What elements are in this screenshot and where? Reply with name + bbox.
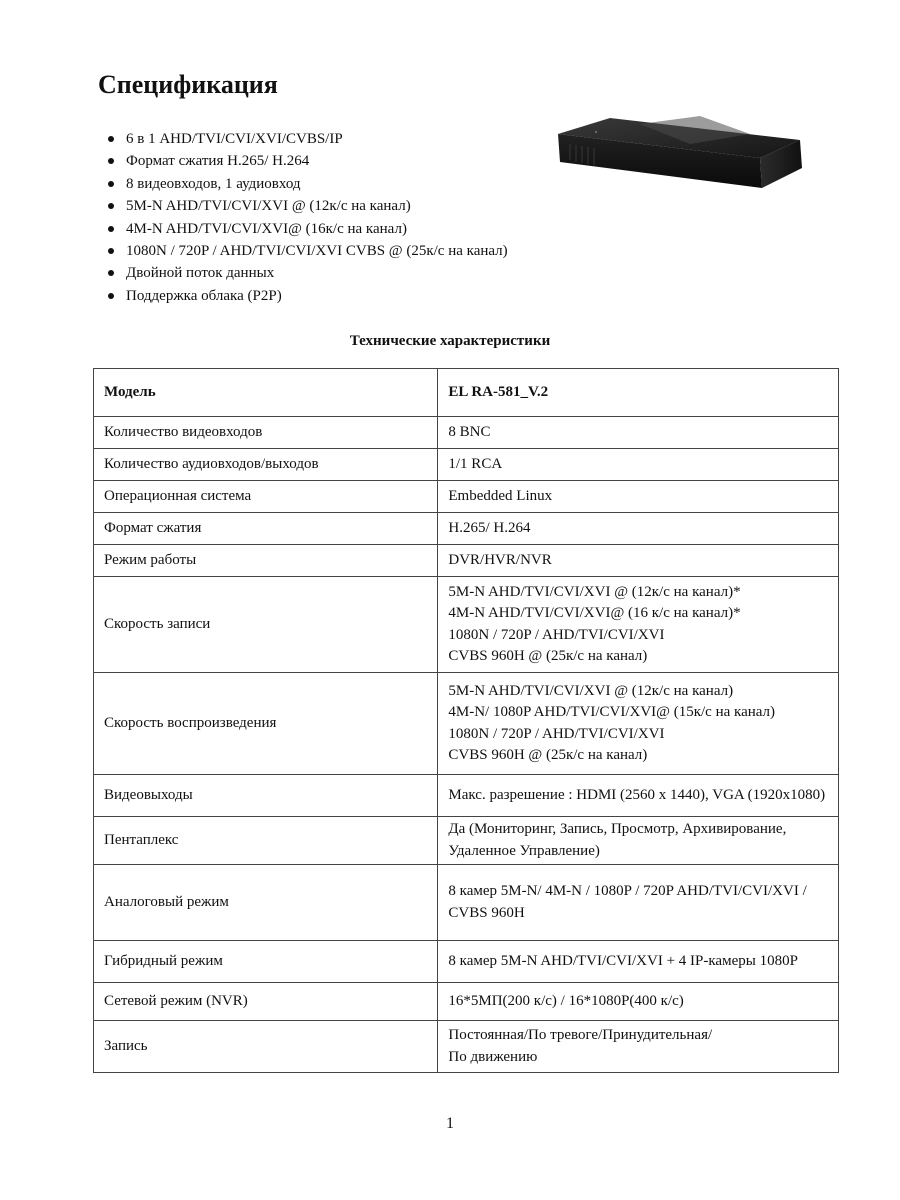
table-row [94,545,839,577]
table-row [94,481,839,513]
table-row [94,775,839,817]
spec-value [438,481,839,513]
page-number: 1 [446,1115,454,1132]
spec-value-line: 8 BNC [448,423,491,440]
spec-value-line: 4M-N/ 1080P AHD/TVI/CVI/XVI@ (15к/с на канал) [448,704,776,720]
bullet-icon [108,226,114,232]
table-row [94,1021,839,1073]
spec-value-line: CVBS 960H @ (25к/с на канал) [448,648,648,664]
spec-label: Скорость записи [94,577,438,673]
spec-value [438,449,839,481]
spec-value-line: H.265/ H.264 [448,519,531,536]
table-row [94,865,839,941]
spec-value-line: Постоянная/По тревоге/Принудительная/ [448,1027,713,1043]
table-row [94,983,839,1021]
dvr-recorder-image [550,112,810,200]
spec-value [438,1021,839,1073]
spec-label: Формат сжатия [94,513,438,545]
feature-text: 4M-N AHD/TVI/CVI/XVI@ (16к/с на канал) [126,220,407,237]
bullet-icon [108,270,114,276]
feature-item [106,218,508,240]
header-label: Модель [94,369,438,417]
table-header-row [94,369,839,417]
table-row [94,941,839,983]
spec-value [438,513,839,545]
feature-item [106,150,508,172]
feature-item [106,195,508,217]
spec-label: Количество аудиовходов/выходов [94,449,438,481]
spec-value [438,865,839,941]
feature-text: 1080N / 720P / AHD/TVI/CVI/XVI CVBS @ (25к/с на канал) [126,243,508,260]
spec-label: Сетевой режим (NVR) [94,983,438,1021]
feature-item [106,240,508,262]
feature-item [106,285,508,307]
feature-list [106,128,508,307]
spec-value-line: 1080N / 720P / AHD/TVI/CVI/XVI [448,626,665,643]
spec-value [438,673,839,775]
bullet-icon [108,181,114,187]
page-title: Спецификация [98,70,278,99]
spec-label: Аналоговый режим [94,865,438,941]
spec-value-line: 16*5МП(200 к/с) / 16*1080P(400 к/с) [448,992,684,1009]
spec-value [438,983,839,1021]
spec-label: Скорость воспроизведения [94,673,438,775]
spec-value [438,941,839,983]
bullet-icon [108,158,114,164]
bullet-icon [108,136,114,142]
spec-value [438,545,839,577]
spec-value [438,417,839,449]
spec-label: Режим работы [94,545,438,577]
feature-item [106,173,508,195]
table-row [94,577,839,673]
spec-value-line: 4M-N AHD/TVI/CVI/XVI@ (16 к/с на канал)* [448,605,741,621]
feature-text: Поддержка облака (P2P) [126,287,282,304]
spec-label: Гибридный режим [94,941,438,983]
spec-value-line: DVR/HVR/NVR [448,551,552,568]
bullet-icon [108,293,114,299]
spec-value-line: Да (Мониторинг, Запись, Просмотр, Архивирование, Удаленное Управление) [448,821,787,859]
feature-text: 5M-N AHD/TVI/CVI/XVI @ (12к/с на канал) [126,198,411,215]
feature-item [106,128,508,150]
spec-label: Количество видеовходов [94,417,438,449]
feature-text: 6 в 1 AHD/TVI/CVI/XVI/CVBS/IP [126,131,343,147]
spec-value-line: 1/1 RCA [448,455,503,472]
feature-text: Двойной поток данных [126,265,275,282]
spec-value-line: 8 камер 5M-N/ 4M-N / 1080P / 720P AHD/TVI/CVI/XVI / CVBS 960H [448,883,807,921]
spec-label: Операционная система [94,481,438,513]
table-row [94,817,839,865]
spec-value-line: 8 камер 5M-N AHD/TVI/CVI/XVI + 4 IP-камеры 1080P [448,952,798,969]
table-row [94,449,839,481]
spec-value-line: Embedded Linux [448,487,553,504]
table-row [94,673,839,775]
table-row [94,513,839,545]
feature-item [106,262,508,284]
table-row [94,417,839,449]
specs-table [93,368,839,1073]
spec-value [438,775,839,817]
section-subtitle: Технические характеристики [349,333,551,349]
spec-value [438,817,839,865]
feature-text: 8 видеовходов, 1 аудиовход [126,175,301,192]
spec-label: Пентаплекс [94,817,438,865]
spec-value [438,577,839,673]
spec-label: Запись [94,1021,438,1073]
spec-value-line: Макс. разрешение : HDMI (2560 x 1440), VGA (1920x1080) [448,786,826,803]
bullet-icon [108,203,114,209]
spec-value-line: По движению [448,1048,538,1065]
spec-label: Видеовыходы [94,775,438,817]
spec-value-line: 5M-N AHD/TVI/CVI/XVI @ (12к/с на канал)* [448,583,741,600]
spec-value-line: 5M-N AHD/TVI/CVI/XVI @ (12к/с на канал) [448,682,734,699]
spec-value-line: CVBS 960H @ (25к/с на канал) [448,747,648,763]
header-value: EL RA-581_V.2 [438,369,839,417]
spec-value-line: 1080N / 720P / AHD/TVI/CVI/XVI [448,725,665,742]
feature-text: Формат сжатия H.265/ H.264 [126,153,310,170]
bullet-icon [108,248,114,254]
